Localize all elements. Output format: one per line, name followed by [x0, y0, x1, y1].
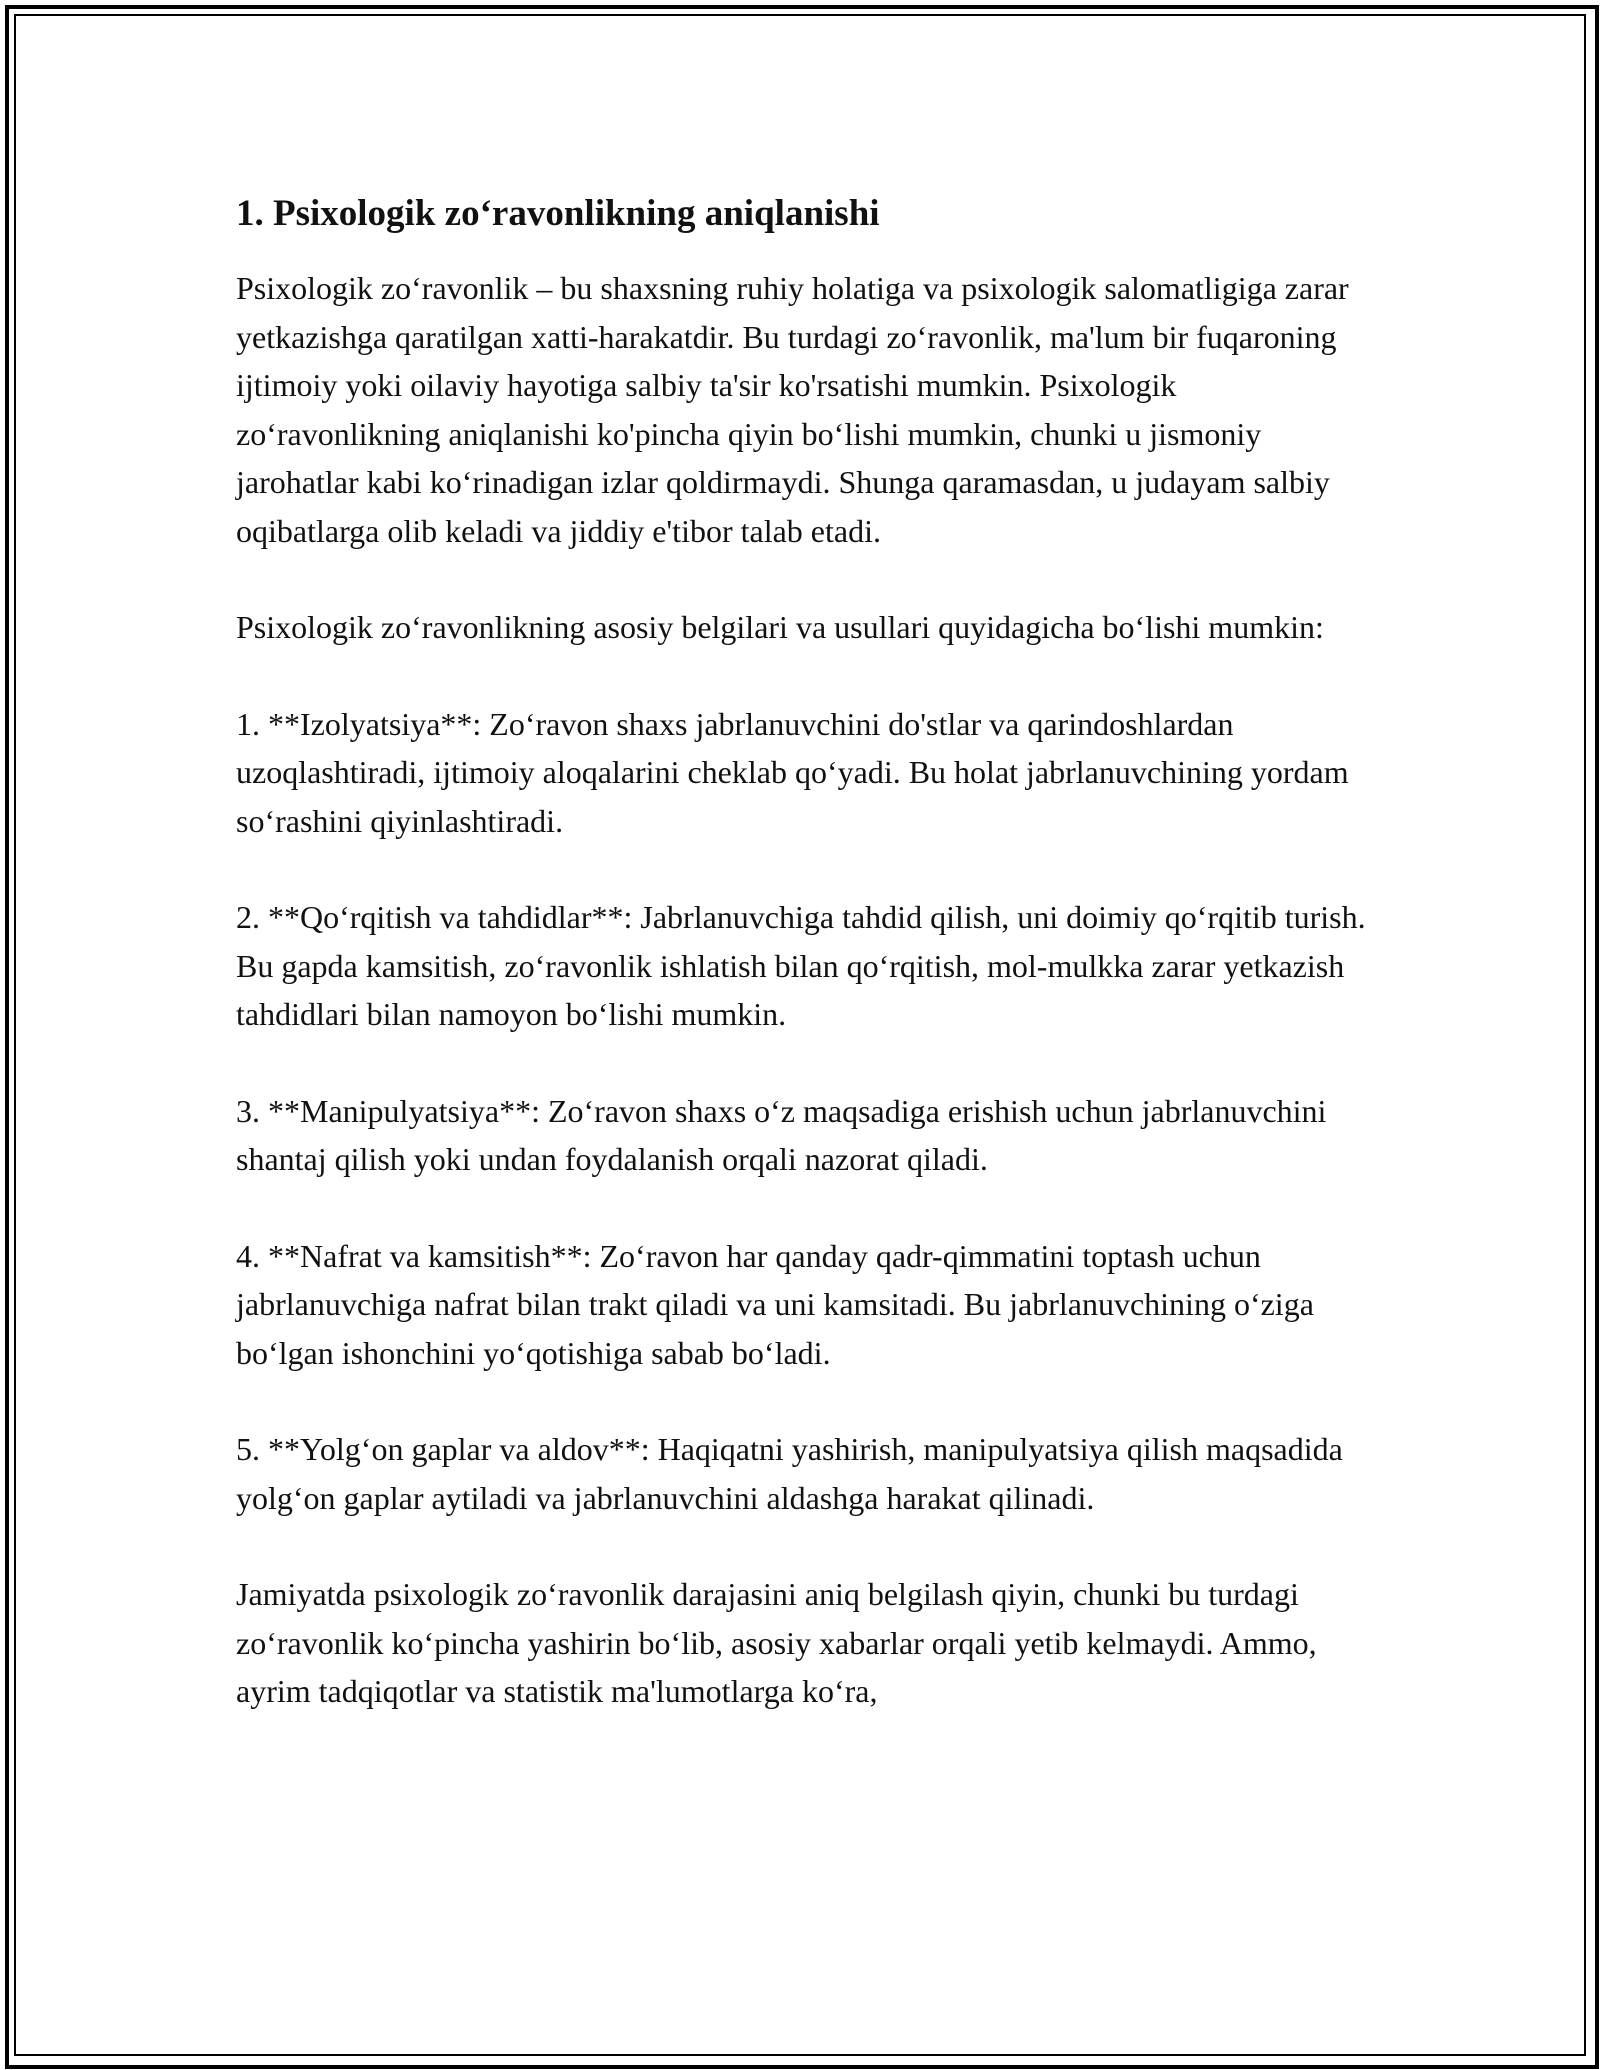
signs-intro-paragraph: Psixologik zo‘ravonlikning asosiy belgilari va usullari quyidagicha bo‘lishi mumkin:: [236, 609, 1324, 645]
document-body: [236, 186, 1371, 1716]
closing-paragraph: Jamiyatda psixologik zo‘ravonlik darajasini aniq belgilash qiyin, chunki bu turdagi zo‘ravonlik ko‘pincha yashirin bo‘lib, asosiy xabarlar orqali yetib kelmaydi. Ammo, ayrim tadqiqotlar va statistik ma'lumotlarga ko‘ra,: [236, 1576, 1317, 1709]
section-heading: 1. Psixologik zo‘ravonlikning aniqlanishi: [236, 193, 880, 234]
list-item-hatred: 4. **Nafrat va kamsitish**: Zo‘ravon har qanday qadr-qimmatini toptash uchun jabrlanuvchiga nafrat bilan trakt qiladi va uni kamsitadi. Bu jabrlanuvchining o‘ziga bo‘lgan ishonchini yo‘qotishiga sabab bo‘ladi.: [236, 1237, 1314, 1371]
intro-paragraph: Psixologik zo‘ravonlik – bu shaxsning ruhiy holatiga va psixologik salomatligiga zarar yetkazishga qaratilgan xatti-harakatdir. Bu turdagi zo‘ravonlik, ma'lum bir fuqaroning ijtimoiy yoki oilaviy hayotiga salbiy ta'sir ko'rsatishi mumkin. Psixologik zo‘ravonlikning aniqlanishi ko'pincha qiyin bo‘lishi mumkin, chunki u jismoniy jarohatlar kabi ko‘rinadigan izlar qoldirmaydi. Shunga qaramasdan, u judayam salbiy oqibatlarga olib keladi va jiddiy e'tibor talab etadi.: [236, 270, 1349, 549]
list-item-manipulation: 3. **Manipulyatsiya**: Zo‘ravon shaxs o‘z maqsadiga erishish uchun jabrlanuvchini shantaj qilish yoki undan foydalanish orqali nazorat qiladi.: [236, 1092, 1327, 1177]
list-item-isolation: 1. **Izolyatsiya**: Zo‘ravon shaxs jabrlanuvchini do'stlar va qarindoshlardan uzoqlashtiradi, ijtimoiy aloqalarini cheklab qo‘yadi. Bu holat jabrlanuvchining yordam so‘rashini qiyinlashtiradi.: [236, 705, 1349, 839]
list-item-threats: 2. **Qo‘rqitish va tahdidlar**: Jabrlanuvchiga tahdid qilish, uni doimiy qo‘rqitib turish. Bu gapda kamsitish, zo‘ravonlik ishlatish bilan qo‘rqitish, mol-mulkka zarar yetkazish tahdidlari bilan namoyon bo‘lishi mumkin.: [236, 899, 1366, 1032]
list-item-lies: 5. **Yolg‘on gaplar va aldov**: Haqiqatni yashirish, manipulyatsiya qilish maqsadida yolg‘on gaplar aytiladi va jabrlanuvchini aldashga harakat qilinadi.: [236, 1431, 1343, 1516]
